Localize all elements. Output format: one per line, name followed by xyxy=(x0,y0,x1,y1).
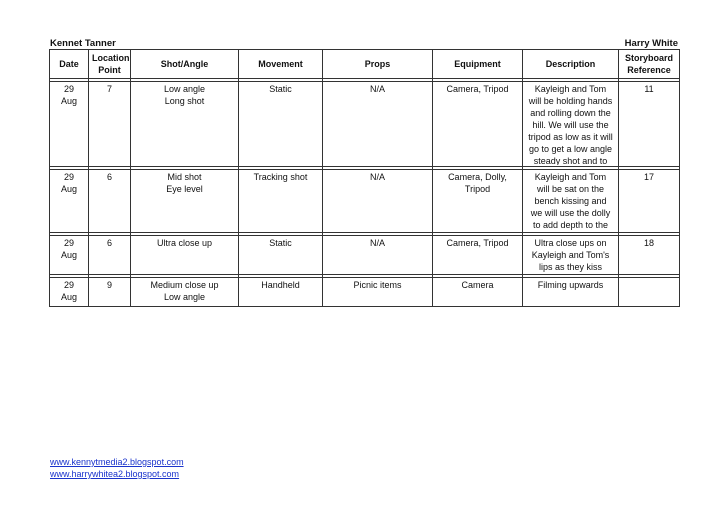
col-header-location: Location Point xyxy=(89,50,131,79)
cell-description: Kayleigh and Tom will be sat on the bench kissing and we will use the dolly to add depth to the xyxy=(530,172,611,230)
cell-props: N/A xyxy=(369,84,385,94)
cell-movement: Handheld xyxy=(261,280,300,290)
cell-description: Filming upwards xyxy=(537,280,604,290)
col-header-movement: Movement xyxy=(239,50,323,79)
cell-storyboard-ref: 11 xyxy=(644,84,654,94)
cell-date: 29 Aug xyxy=(60,238,77,260)
cell-shot-angle: Low angle Long shot xyxy=(163,84,206,106)
cell-location: 6 xyxy=(106,172,112,182)
blog-link-harry[interactable]: www.harrywhitea2.blogspot.com xyxy=(50,469,180,479)
cell-props: N/A xyxy=(369,172,385,182)
col-header-description: Description xyxy=(523,50,619,79)
cell-movement: Static xyxy=(269,238,292,248)
cell-location: 6 xyxy=(106,238,112,248)
table-row xyxy=(50,170,680,233)
col-header-shot-angle: Shot/Angle xyxy=(131,50,239,79)
cell-shot-angle: Medium close up Low angle xyxy=(150,280,219,302)
table-header-row xyxy=(50,50,680,79)
cell-shot-angle: Ultra close up xyxy=(156,238,213,248)
cell-equipment: Camera, Dolly, Tripod xyxy=(448,172,507,194)
cell-storyboard-ref: 17 xyxy=(643,172,654,182)
cell-storyboard-ref: 18 xyxy=(643,238,654,248)
cell-equipment: Camera xyxy=(461,280,494,290)
table-row xyxy=(50,82,680,167)
cell-date: 29 Aug xyxy=(60,172,77,194)
cell-shot-angle: Mid shot Eye level xyxy=(166,172,203,194)
cell-movement: Static xyxy=(269,84,292,94)
cell-date: 29 Aug xyxy=(60,84,77,106)
cell-movement: Tracking shot xyxy=(253,172,308,182)
col-header-props: Props xyxy=(323,50,433,79)
col-header-storyboard-ref: Storyboard Reference xyxy=(619,50,680,79)
table-row xyxy=(50,278,680,307)
cell-date: 29 Aug xyxy=(60,280,77,302)
cell-props: N/A xyxy=(369,238,385,248)
cell-description: Ultra close ups on Kayleigh and Tom's lips as they kiss xyxy=(531,238,610,272)
cell-description: Kayleigh and Tom will be holding hands and rolling down the hill. We will use the tripod as low as it will go to get a low angle steady shot and to xyxy=(528,84,613,165)
author-name-left: Kennet Tanner xyxy=(50,38,116,49)
col-header-equipment: Equipment xyxy=(433,50,523,79)
table-row xyxy=(50,236,680,275)
cell-location: 9 xyxy=(106,280,112,290)
cell-equipment: Camera, Tripod xyxy=(446,238,509,248)
blog-link-kenny[interactable]: www.kennytmedia2.blogspot.com xyxy=(50,457,184,467)
footer-links xyxy=(50,456,184,480)
col-header-date: Date xyxy=(50,50,89,79)
shot-list-table xyxy=(49,49,680,307)
author-name-right: Harry White xyxy=(624,38,678,49)
cell-location: 7 xyxy=(106,84,112,94)
cell-props: Picnic items xyxy=(353,280,402,290)
cell-equipment: Camera, Tripod xyxy=(446,84,509,94)
